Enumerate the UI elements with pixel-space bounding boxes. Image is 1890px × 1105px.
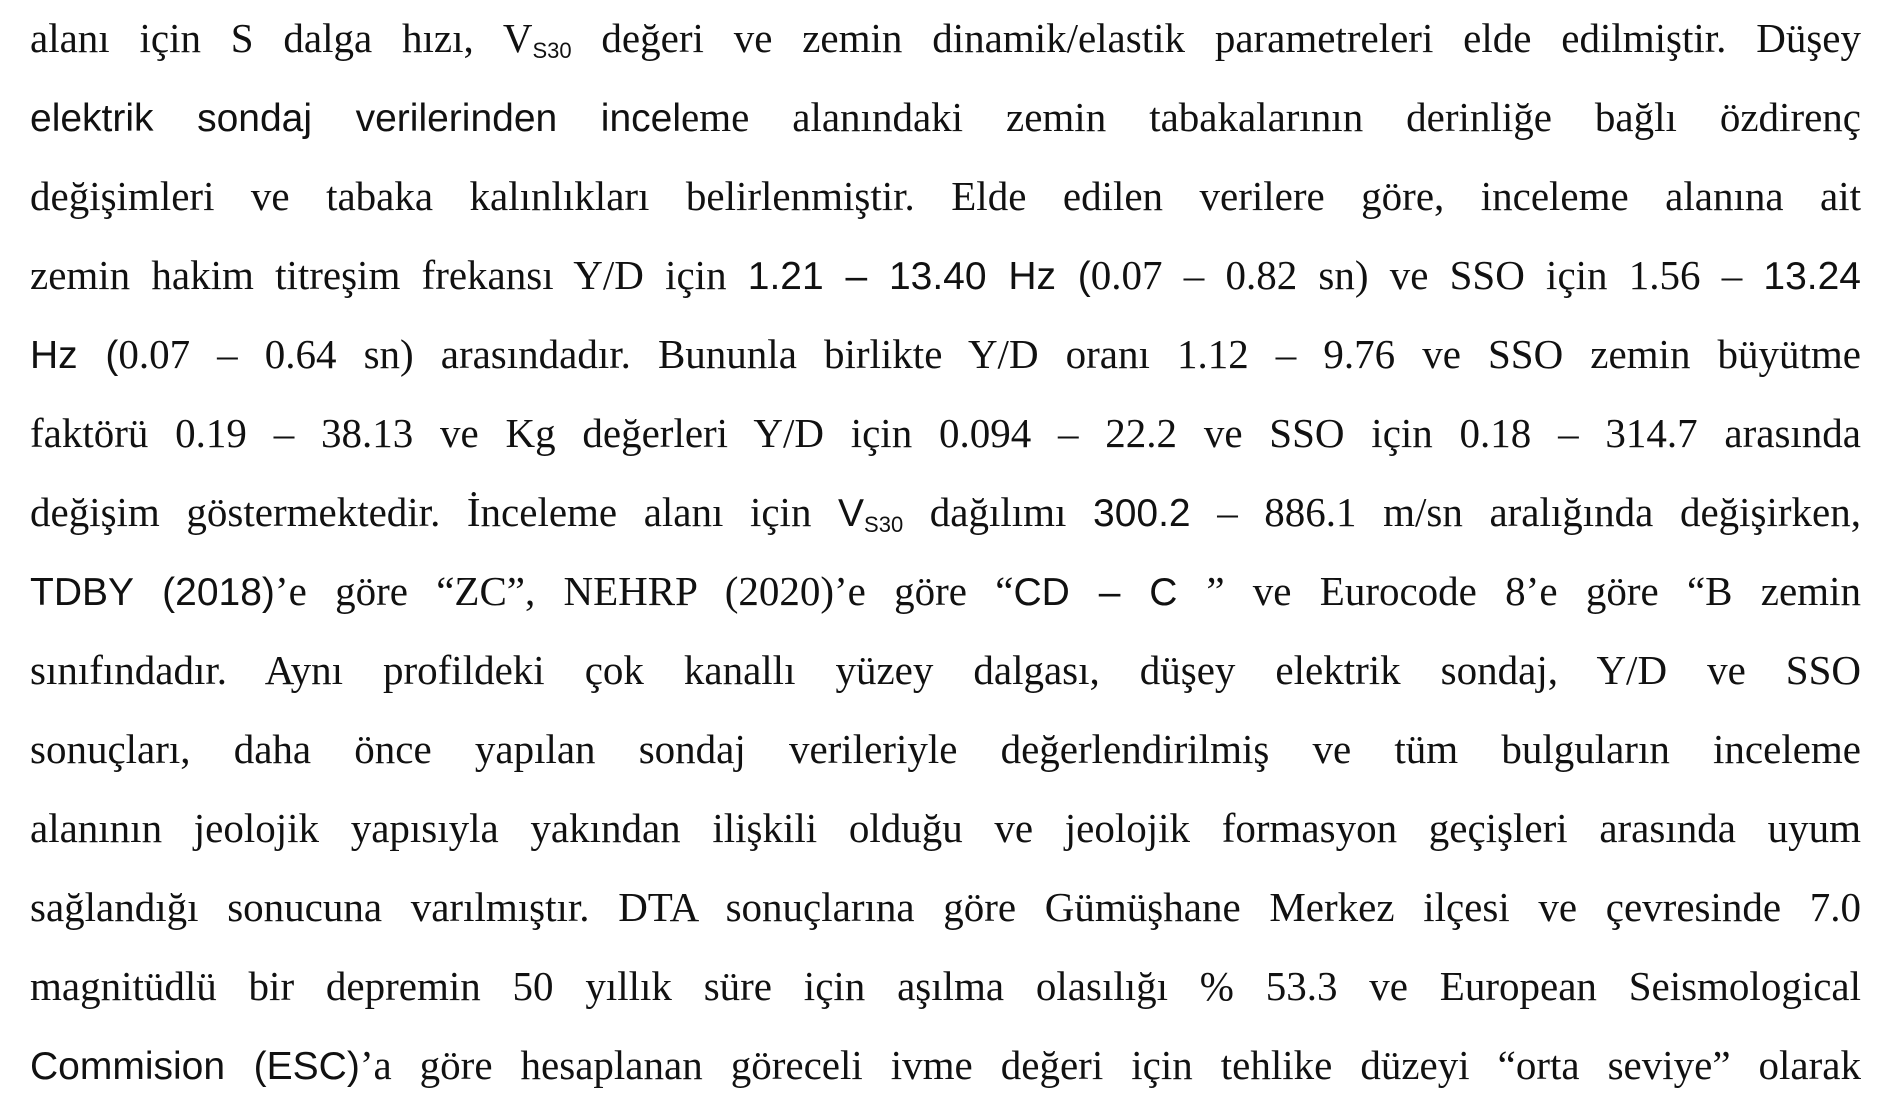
text-run: CD – C bbox=[1013, 571, 1207, 614]
text-run: değeri ve zemin dinamik/elastik parametreleri elde edilmiştir. Düşey bbox=[571, 15, 1861, 61]
text-run: sağlandığı sonucuna varılmıştır. DTA sonuçlarına göre Gümüşhane Merkez ilçesi ve çevresinde 7.0 bbox=[30, 884, 1861, 930]
text-run: 13.24 bbox=[1763, 255, 1861, 298]
text-run: ’a göre hesaplanan göreceli ivme değeri için tehlike düzeyi “orta seviye” olarak bbox=[359, 1042, 1861, 1088]
text-line bbox=[30, 552, 1861, 631]
text-run: magnitüdlü bir depremin 50 yıllık süre için aşılma olasılığı % 53.3 ve European Seismological bbox=[30, 963, 1861, 1009]
text-run: 300.2 bbox=[1093, 492, 1191, 535]
text-run: dağılımı bbox=[903, 489, 1094, 535]
text-line bbox=[30, 157, 1861, 236]
abstract-paragraph bbox=[30, 0, 1861, 1105]
text-run: alanının jeolojik yapısıyla yakından ilişkili olduğu ve jeolojik formasyon geçişleri arasında uyum bbox=[30, 805, 1861, 851]
text-run: Commision (ESC) bbox=[30, 1045, 360, 1088]
text-run: Hz ( bbox=[30, 334, 119, 377]
text-run: elektrik sondaj verilerinden incel bbox=[30, 97, 681, 140]
text-line bbox=[30, 78, 1861, 157]
text-line bbox=[30, 236, 1861, 315]
text-line bbox=[30, 0, 1861, 78]
document-page bbox=[30, 0, 1861, 1105]
text-run: faktörü 0.19 – 38.13 ve Kg değerleri Y/D için 0.094 – 22.2 ve SSO için 0.18 – 314.7 arasında bbox=[30, 410, 1861, 456]
text-run: ” ve Eurocode 8’e göre “B zemin bbox=[1206, 568, 1861, 614]
text-line bbox=[30, 789, 1861, 868]
text-line bbox=[30, 631, 1861, 710]
text-line bbox=[30, 1026, 1861, 1105]
subscript-run: S30 bbox=[532, 38, 572, 63]
text-run: alanı için S dalga hızı, V bbox=[30, 15, 533, 61]
text-line bbox=[30, 868, 1861, 947]
text-run: değişimleri ve tabaka kalınlıkları belirlenmiştir. Elde edilen verilere göre, inceleme alanına ait bbox=[30, 173, 1861, 219]
text-run: eme alanındaki zemin tabakalarının derinliğe bağlı özdirenç bbox=[681, 94, 1861, 140]
text-line bbox=[30, 710, 1861, 789]
text-run: ’e göre “ZC”, NEHRP (2020)’e göre “ bbox=[274, 568, 1014, 614]
text-run: zemin hakim titreşim frekansı Y/D için bbox=[30, 252, 748, 298]
text-line bbox=[30, 394, 1861, 473]
text-run: 0.07 – 0.82 sn) ve SSO için 1.56 – bbox=[1090, 252, 1764, 298]
text-run: sınıfındadır. Aynı profildeki çok kanallı yüzey dalgası, düşey elektrik sondaj, Y/D ve SSO bbox=[30, 647, 1861, 693]
text-run: TDBY (2018) bbox=[30, 571, 275, 614]
text-run: – 886.1 m/sn aralığında değişirken, bbox=[1190, 489, 1861, 535]
text-line bbox=[30, 315, 1861, 394]
text-run: V bbox=[838, 492, 865, 535]
subscript-run: S30 bbox=[864, 512, 904, 537]
text-run: değişim göstermektedir. İnceleme alanı için bbox=[30, 489, 839, 535]
text-run: 1.21 – 13.40 Hz ( bbox=[747, 255, 1091, 298]
text-run: 0.07 – 0.64 sn) arasındadır. Bununla birlikte Y/D oranı 1.12 – 9.76 ve SSO zemin büyütme bbox=[118, 331, 1861, 377]
text-run: sonuçları, daha önce yapılan sondaj verileriyle değerlendirilmiş ve tüm bulguların inceleme bbox=[30, 726, 1861, 772]
text-line bbox=[30, 947, 1861, 1026]
text-line bbox=[30, 473, 1861, 552]
